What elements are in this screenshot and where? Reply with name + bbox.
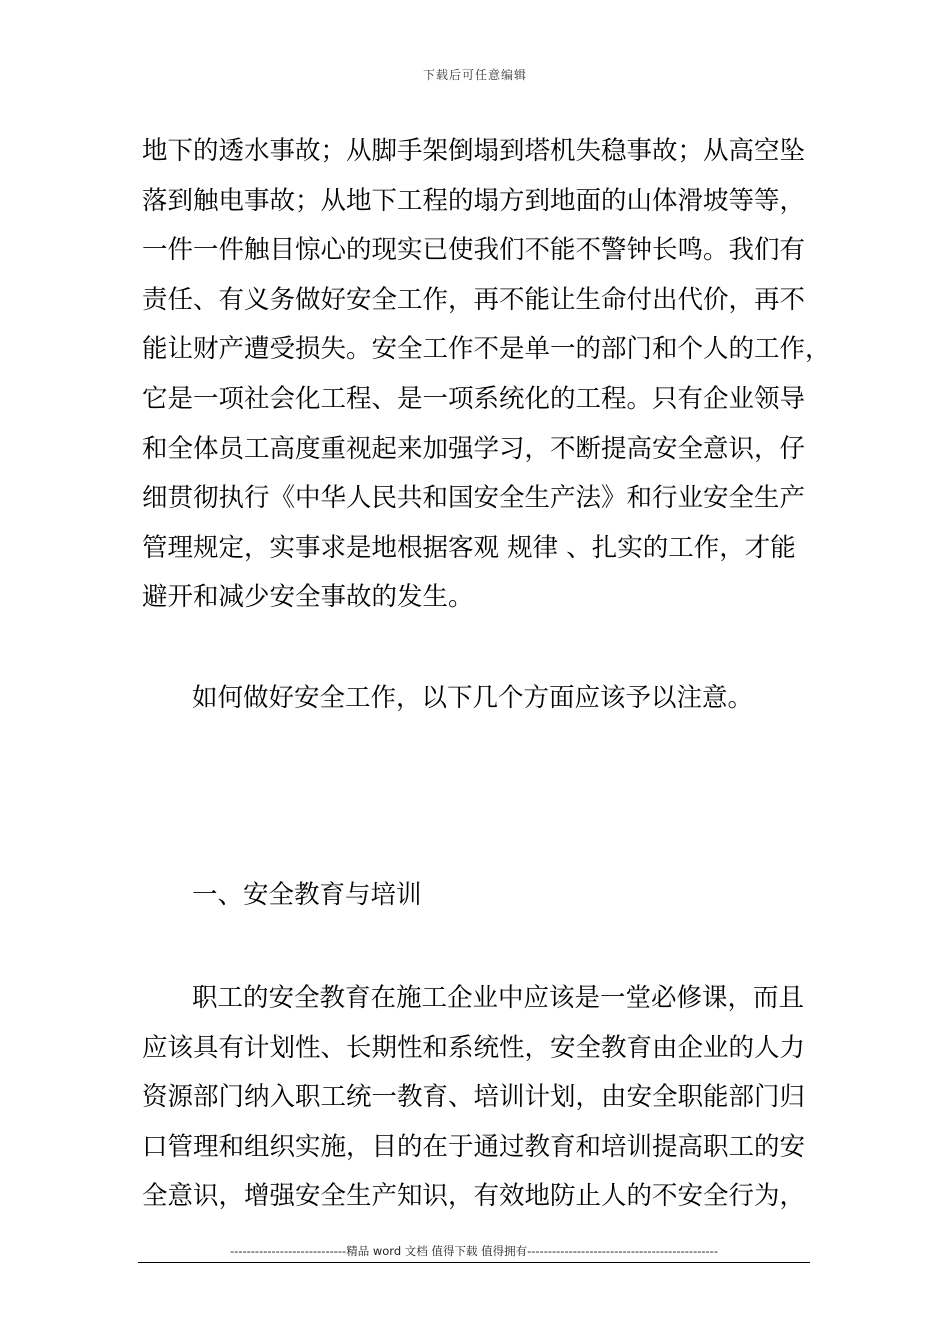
text-line: 避开和减少安全事故的发生。 — [142, 582, 474, 613]
text-line: 资源部门纳入职工统一教育、培训计划，由安全职能部门归 — [142, 1082, 806, 1113]
text-line: 应该具有计划性、长期性和系统性，安全教育由企业的人力 — [142, 1032, 806, 1063]
page-header: 下载后可任意编辑 — [422, 68, 527, 82]
section-heading-safety-education — [142, 871, 812, 921]
text-line: 全意识，增强安全生产知识，有效地防止人的不安全行为， — [142, 1181, 806, 1212]
text-line: 它是一项社会化工程、是一项系统化的工程。只有企业领导 — [142, 383, 806, 414]
text-line: 地下的透水事故；从脚手架倒塌到塔机失稳事故；从高空坠 — [142, 136, 806, 166]
text-line: 管理规定，实事求是地根据客观 规律 、扎实的工作，才能 — [142, 532, 796, 563]
text-line: 责任、有义务做好安全工作，再不能让生命付出代价，再不 — [142, 284, 806, 315]
text-line: 一件一件触目惊心的现实已使我们不能不警钟长鸣。我们有 — [142, 235, 806, 266]
paragraph-accident-examples — [142, 127, 831, 623]
text-line: 能让财产遭受损失。安全工作不是单一的部门和个人的工作， — [142, 334, 831, 365]
text-line: 和全体员工高度重视起来加强学习，不断提高安全意识，仔 — [142, 433, 806, 464]
text-line: 细贯彻执行《中华人民共和国安全生产法》和行业安全生产 — [142, 483, 806, 514]
text-line: 如何做好安全工作，以下几个方面应该予以注意。 — [192, 683, 754, 713]
page-footer: ----------------------------精品 word 文档 值得下载 值得拥有---------------------------------------------- — [230, 1244, 718, 1258]
text-line: 职工的安全教育在施工企业中应该是一堂必修课，而且 — [192, 983, 805, 1013]
text-line: 落到触电事故；从地下工程的塌方到地面的山体滑坡等等， — [142, 185, 806, 216]
footer-rule — [138, 1262, 810, 1263]
paragraph-intro-aspects — [142, 674, 812, 724]
paragraph-safety-education — [142, 974, 812, 1222]
heading-text: 一、安全教育与培训 — [192, 880, 422, 910]
text-line: 口管理和组织实施，目的在于通过教育和培训提高职工的安 — [142, 1131, 806, 1162]
